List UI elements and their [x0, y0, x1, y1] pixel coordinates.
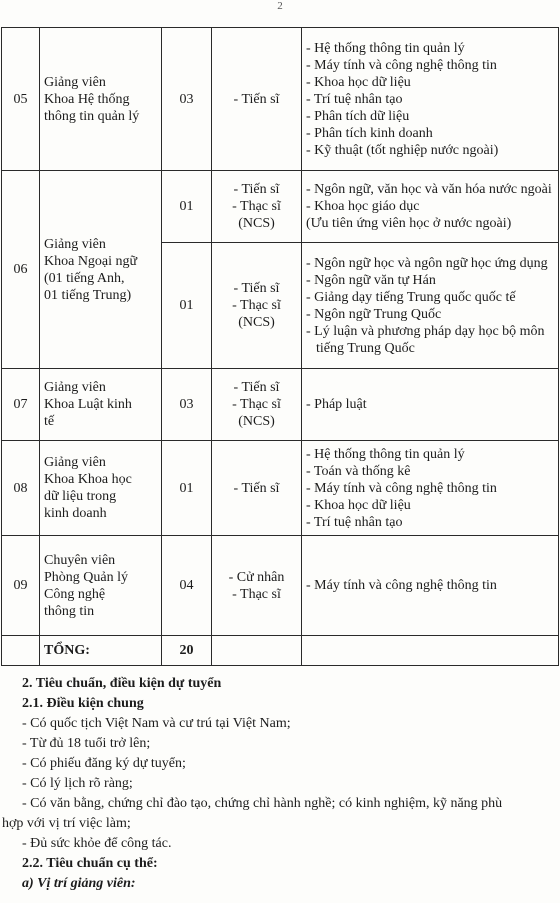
major-line: (Ưu tiên ứng viên học ở nước ngoài) — [306, 216, 512, 231]
unit-line: thông tin — [44, 603, 95, 619]
row-number-cell: 05 — [2, 28, 40, 171]
major-line: - Pháp luật — [306, 397, 367, 412]
page-number: 2 — [277, 0, 283, 12]
table-body — [2, 28, 559, 666]
unit-line: Giảng viên — [44, 236, 106, 252]
major-cell — [302, 369, 559, 441]
degree-line: - Tiến sĩ — [233, 281, 280, 296]
unit-line: thông tin quản lý — [44, 108, 140, 124]
total-empty-cell — [212, 636, 302, 666]
major-cell — [302, 28, 559, 171]
degree-cell — [212, 171, 302, 243]
unit-line: Khoa Ngoại ngữ — [44, 253, 138, 269]
degree-cell — [212, 369, 302, 441]
row-number-cell: 06 — [2, 171, 40, 369]
major-line: - Trí tuệ nhân tạo — [306, 91, 403, 107]
condition-item-continuation: hợp với vị trí việc làm; — [2, 816, 131, 831]
position-unit-cell — [40, 441, 162, 536]
unit-line: 01 tiếng Trung) — [44, 287, 132, 303]
unit-line: Khoa Khoa học — [44, 472, 132, 487]
unit-line: (01 tiếng Anh, — [44, 270, 125, 286]
position-unit-cell — [40, 369, 162, 441]
row-number-cell: 09 — [2, 536, 40, 636]
major-line: - Máy tính và công nghệ thông tin — [306, 578, 497, 593]
quantity-cell: 01 — [162, 243, 212, 369]
major-line: - Ngôn ngữ học và ngôn ngữ học ứng dụng — [306, 255, 548, 271]
degree-line: (NCS) — [238, 414, 275, 429]
unit-line: Khoa Hệ thống — [44, 91, 130, 107]
degree-cell — [212, 28, 302, 171]
row-number-cell: 07 — [2, 369, 40, 441]
major-cell — [302, 441, 559, 536]
major-cell — [302, 536, 559, 636]
unit-line: tế — [44, 414, 55, 429]
degree-line: - Cử nhân — [228, 569, 285, 585]
major-line: - Hệ thống thông tin quản lý — [306, 40, 465, 56]
condition-item: - Từ đủ 18 tuổi trở lên; — [22, 736, 151, 751]
total-row — [2, 636, 559, 666]
degree-line: - Tiến sĩ — [233, 91, 280, 107]
total-empty-cell — [2, 636, 40, 666]
table-row — [2, 28, 559, 171]
recruitment-criteria-section — [0, 674, 560, 894]
unit-line: Phòng Quản lý — [44, 569, 128, 585]
unit-line: Giảng viên — [44, 74, 106, 90]
unit-line: Giảng viên — [44, 455, 106, 470]
unit-line: Công nghệ — [44, 586, 106, 602]
total-label: TỔNG: — [40, 636, 162, 666]
degree-line: - Thạc sĩ — [232, 397, 281, 412]
lecturer-position-heading: a) Vị trí giảng viên: — [22, 876, 136, 891]
major-line: - Trí tuệ nhân tạo — [306, 514, 403, 530]
condition-item: - Có lý lịch rõ ràng; — [22, 776, 133, 791]
quantity-cell: 03 — [162, 28, 212, 171]
table-row — [2, 441, 559, 536]
degree-cell — [212, 536, 302, 636]
degree-cell — [212, 243, 302, 369]
major-line: - Hệ thống thông tin quản lý — [306, 446, 465, 462]
table-row — [2, 369, 559, 441]
major-line: - Kỹ thuật (tốt nghiệp nước ngoài) — [306, 142, 499, 158]
major-line: - Ngôn ngữ văn tự Hán — [306, 272, 436, 288]
condition-item: - Có phiếu đăng ký dự tuyển; — [22, 756, 186, 771]
specific-criteria-heading: 2.2. Tiêu chuẩn cụ thể: — [22, 856, 158, 871]
position-unit-cell — [40, 28, 162, 171]
quantity-cell: 04 — [162, 536, 212, 636]
unit-line: kinh doanh — [44, 506, 107, 521]
recruitment-table — [1, 27, 559, 666]
major-line: - Máy tính và công nghệ thông tin — [306, 57, 497, 73]
major-line: - Khoa học dữ liệu — [306, 497, 411, 513]
major-cell — [302, 171, 559, 243]
condition-item: - Có văn bằng, chứng chỉ đào tạo, chứng chỉ hành nghề; có kinh nghiệm, kỹ năng phù — [22, 796, 503, 811]
major-line: - Ngôn ngữ, văn học và văn hóa nước ngoài — [306, 182, 552, 197]
degree-line: - Thạc sĩ — [232, 199, 281, 214]
major-line: - Ngôn ngữ Trung Quốc — [306, 306, 442, 322]
total-empty-cell — [302, 636, 559, 666]
major-line: - Khoa học giáo dục — [306, 199, 420, 214]
row-number-cell: 08 — [2, 441, 40, 536]
unit-line: Giảng viên — [44, 380, 106, 395]
major-line: - Toán và thống kê — [306, 463, 411, 479]
quantity-cell: 01 — [162, 441, 212, 536]
unit-line: Chuyên viên — [44, 552, 116, 568]
degree-line: - Tiến sĩ — [233, 380, 280, 395]
table-row — [2, 536, 559, 636]
condition-item: - Đủ sức khỏe để công tác. — [22, 836, 172, 851]
major-line: - Phân tích dữ liệu — [306, 108, 410, 124]
major-line: - Khoa học dữ liệu — [306, 74, 411, 90]
table-row — [2, 171, 559, 243]
section-heading: 2. Tiêu chuẩn, điều kiện dự tuyển — [22, 676, 222, 691]
degree-line: - Thạc sĩ — [232, 298, 281, 313]
position-unit-cell — [40, 536, 162, 636]
major-line: - Phân tích kinh doanh — [306, 125, 433, 141]
degree-line: (NCS) — [238, 315, 275, 330]
quantity-cell: 01 — [162, 171, 212, 243]
general-conditions-heading: 2.1. Điều kiện chung — [22, 696, 144, 711]
quantity-cell: 03 — [162, 369, 212, 441]
major-line: - Giảng dạy tiếng Trung quốc quốc tế — [306, 289, 516, 305]
unit-line: Khoa Luật kinh — [44, 397, 132, 412]
condition-item: - Có quốc tịch Việt Nam và cư trú tại Việt Nam; — [22, 716, 291, 731]
unit-line: dữ liệu trong — [44, 489, 117, 504]
major-line: - Lý luận và phương pháp dạy học bộ môn tiếng Trung Quốc — [306, 323, 545, 356]
position-unit-cell — [40, 171, 162, 369]
degree-cell — [212, 441, 302, 536]
degree-line: (NCS) — [238, 216, 275, 231]
major-line: - Máy tính và công nghệ thông tin — [306, 480, 497, 496]
total-value: 20 — [162, 636, 212, 666]
degree-line: - Tiến sĩ — [233, 182, 280, 197]
degree-line: - Tiến sĩ — [233, 480, 280, 496]
degree-line: - Thạc sĩ — [232, 586, 281, 602]
major-cell — [302, 243, 559, 369]
